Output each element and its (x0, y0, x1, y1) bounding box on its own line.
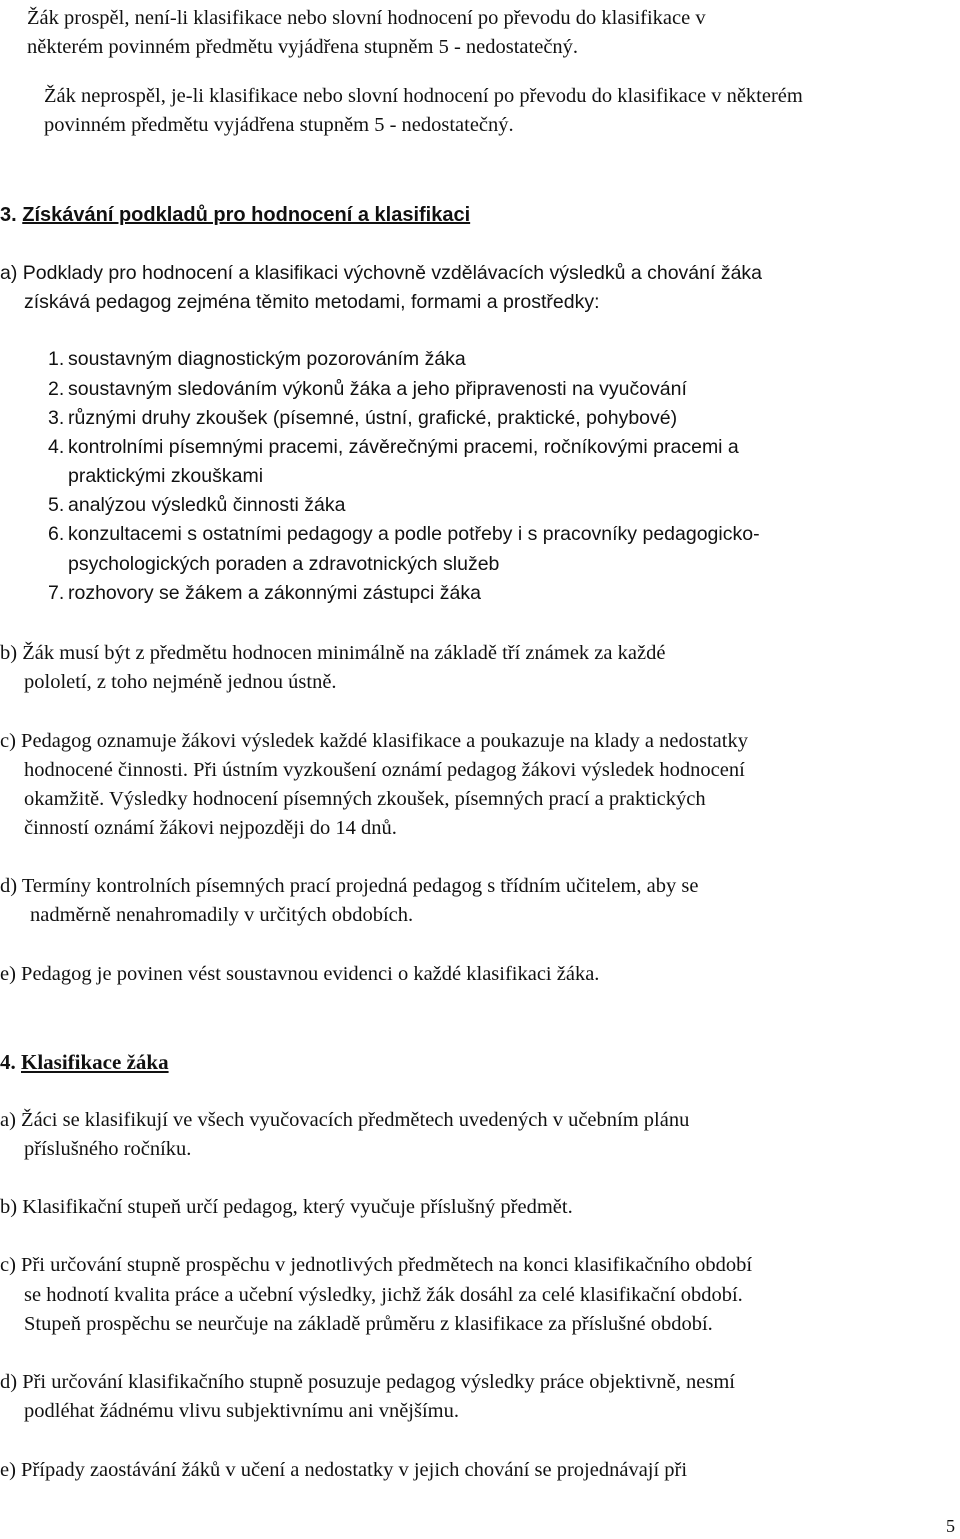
text-line: příslušného ročníku. (24, 1138, 192, 1160)
list-item-number: 4. (48, 436, 65, 458)
section-title: Klasifikace žáka (21, 1050, 169, 1074)
list-item: různými druhy zkoušek (písemné, ústní, grafické, praktické, pohybové) (68, 407, 678, 429)
text-line: d) Při určování klasifikačního stupně posuzuje pedagog výsledky práce objektivně, nesmí (0, 1371, 735, 1393)
text-line: některém povinném předmětu vyjádřena stupněm 5 - nedostatečný. (27, 36, 579, 58)
section-number: 4. (0, 1050, 16, 1074)
list-item-number: 1. (48, 348, 65, 370)
text-line: nadměrně nenahromadily v určitých obdobích. (30, 904, 414, 926)
text-line: se hodnotí kvalita práce a učební výsledky, jichž žák dosáhl za celé klasifikační období. (24, 1284, 743, 1306)
section-title: Získávání podkladů pro hodnocení a klasifikaci (22, 204, 471, 226)
list-item-number: 2. (48, 378, 65, 400)
section-3-heading (0, 205, 470, 225)
text-line: b) Žák musí být z předmětu hodnocen minimálně na základě tří známek za každé (0, 642, 666, 664)
list-item: kontrolními písemnými pracemi, závěrečnými pracemi, ročníkovými pracemi a (68, 436, 739, 458)
section-number: 3. (0, 204, 17, 226)
text-line: okamžitě. Výsledky hodnocení písemných zkoušek, písemných prací a praktických (24, 788, 706, 810)
list-item-number: 7. (48, 582, 65, 604)
text-line: a) Podklady pro hodnocení a klasifikaci výchovně vzdělávacích výsledků a chování žáka (0, 262, 763, 284)
text-line: b) Klasifikační stupeň určí pedagog, který vyučuje příslušný předmět. (0, 1196, 573, 1218)
text-line: povinném předmětu vyjádřena stupněm 5 - nedostatečný. (44, 114, 514, 136)
text-line: Žák prospěl, není-li klasifikace nebo slovní hodnocení po převodu do klasifikace v (27, 7, 706, 29)
list-item: konzultacemi s ostatními pedagogy a podle potřeby i s pracovníky pedagogicko- (68, 523, 760, 545)
text-line: e) Případy zaostávání žáků v učení a nedostatky v jejich chování se projednávají při (0, 1459, 688, 1481)
text-line: pololetí, z toho nejméně jednou ústně. (24, 671, 337, 693)
text-line: Stupeň prospěchu se neurčuje na základě průměru z klasifikace za příslušné období. (24, 1313, 713, 1335)
text-line: Žák neprospěl, je-li klasifikace nebo slovní hodnocení po převodu do klasifikace v některém (44, 85, 803, 107)
list-item: soustavným diagnostickým pozorováním žáka (68, 348, 466, 370)
text-line: a) Žáci se klasifikují ve všech vyučovacích předmětech uvedených v učebním plánu (0, 1109, 690, 1131)
list-item: rozhovory se žákem a zákonnými zástupci žáka (68, 582, 481, 604)
text-line: e) Pedagog je povinen vést soustavnou evidenci o každé klasifikaci žáka. (0, 963, 600, 985)
list-item: analýzou výsledků činnosti žáka (68, 494, 346, 516)
text-line: získává pedagog zejména těmito metodami, formami a prostředky: (24, 291, 600, 313)
text-line: c) Pedagog oznamuje žákovi výsledek každé klasifikace a poukazuje na klady a nedostatky (0, 730, 748, 752)
text-line: d) Termíny kontrolních písemných prací projedná pedagog s třídním učitelem, aby se (0, 875, 699, 897)
text-line: podléhat žádnému vlivu subjektivnímu ani vnějšímu. (24, 1400, 459, 1422)
list-item: soustavným sledováním výkonů žáka a jeho připravenosti na vyučování (68, 378, 687, 400)
page-number: 5 (946, 1516, 955, 1536)
list-item: praktickými zkouškami (68, 465, 264, 487)
list-item-number: 3. (48, 407, 65, 429)
text-line: c) Při určování stupně prospěchu v jednotlivých předmětech na konci klasifikačního období (0, 1254, 753, 1276)
section-4-heading (0, 1052, 169, 1073)
text-line: hodnocené činnosti. Při ústním vyzkoušení oznámí pedagog žákovi výsledek hodnocení (24, 759, 745, 781)
list-item: psychologických poraden a zdravotnických služeb (68, 553, 500, 575)
list-item-number: 6. (48, 523, 65, 545)
list-item-number: 5. (48, 494, 65, 516)
text-line: činností oznámí žákovi nejpozději do 14 dnů. (24, 817, 397, 839)
